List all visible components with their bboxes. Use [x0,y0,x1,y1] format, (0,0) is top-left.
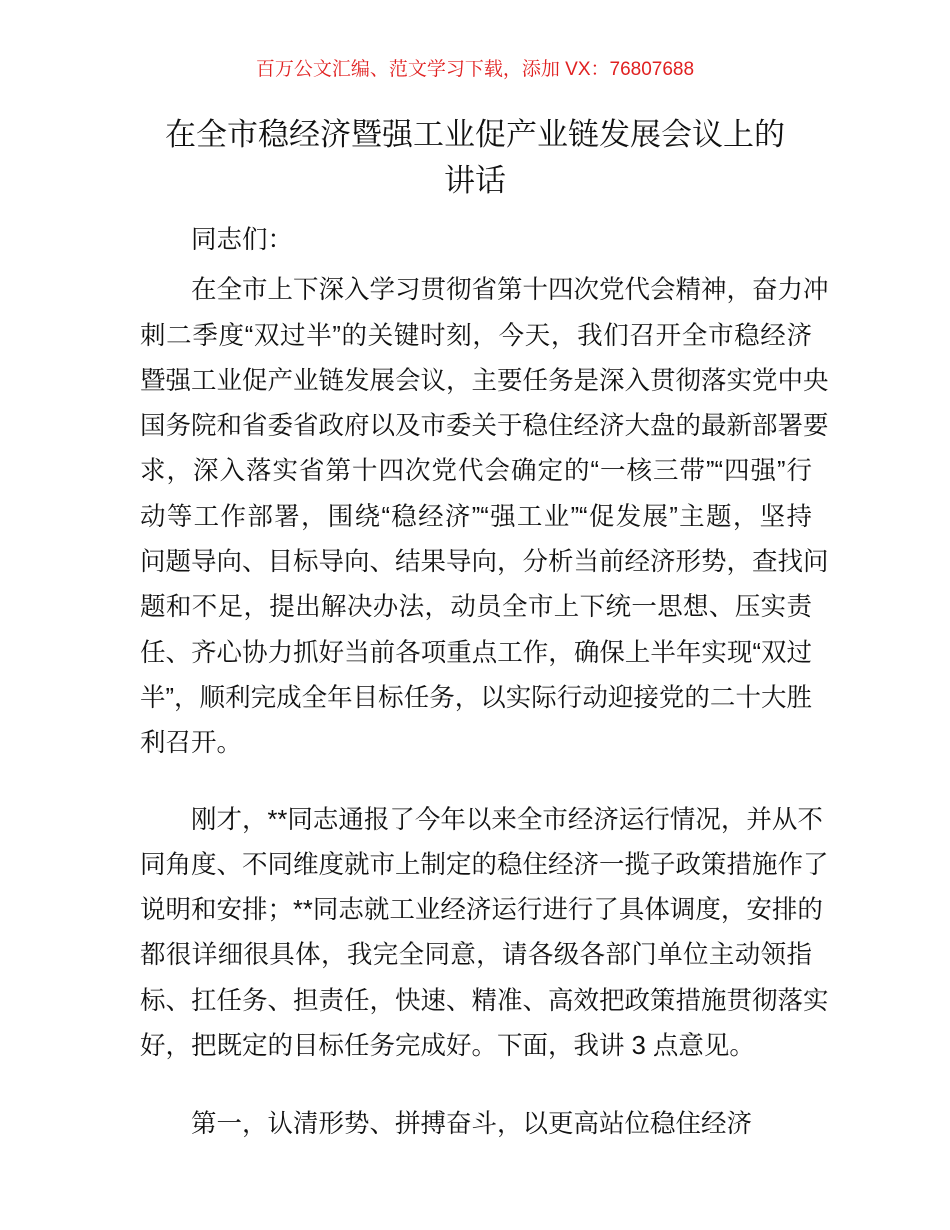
paragraph-line: 在全市上下深入学习贯彻省第十四次党代会精神，奋力冲 [191,276,829,305]
paragraph-line: 标、扛任务、担责任，快速、精准、高效把政策措施贯彻落实 [140,986,829,1015]
title-line: 讲话 [444,163,506,198]
paragraph [140,1100,812,1149]
paragraph-line: 同角度、不同维度就市上制定的稳住经济一揽子政策措施作了 [140,850,829,879]
watermark-banner: 百万公文汇编、范文学习下载，添加 VX：76807688 [255,59,695,80]
paragraph-line: 国务院和省委省政府以及市委关于稳住经济大盘的最新部署要 [140,412,829,441]
paragraph-line: 求，深入落实省第十四次党代会确定的“一核三带”“四强”行 [140,457,812,486]
paragraph-line: 刚才，**同志通报了今年以来全市经济运行情况，并从不 [191,805,823,834]
title-line: 在全市稳经济暨强工业促产业链发展会议上的 [165,117,785,152]
paragraph-line: 暨强工业促产业链发展会议，主要任务是深入贯彻落实党中央 [140,366,829,395]
paragraph-line: 同志们： [191,226,294,254]
document-title [120,112,830,204]
paragraph-line: 动等工作部署，围绕“稳经济”“强工业”“促发展”主题，坚持 [140,502,812,531]
paragraph-line: 都很详细很具体，我完全同意，请各级各部门单位主动领指 [140,941,812,970]
paragraph [140,218,812,263]
paragraph-line: 第一，认清形势、拼搏奋斗，以更高站位稳住经济 [191,1110,753,1139]
paragraph-line: 任、齐心协力抓好当前各项重点工作，确保上半年实现“双过 [140,638,812,667]
paragraph [140,268,829,766]
paragraph-line: 题和不足，提出解决办法，动员全市上下统一思想、压实责 [140,593,812,622]
paragraph-line: 半”，顺利完成全年目标任务，以实际行动迎接党的二十大胜 [140,683,812,712]
document-body [140,218,829,1180]
paragraph [140,798,829,1070]
paragraph-line: 好，把既定的目标任务完成好。下面，我讲 3 点意见。 [140,1032,755,1061]
paragraph-line: 说明和安排；**同志就工业经济运行进行了具体调度，安排的 [140,896,823,925]
paragraph-line: 利召开。 [140,729,243,758]
paragraph-line: 刺二季度“双过半”的关键时刻，今天，我们召开全市稳经济 [140,321,812,350]
paragraph-line: 问题导向、目标导向、结果导向，分析当前经济形势，查找问 [140,548,829,577]
